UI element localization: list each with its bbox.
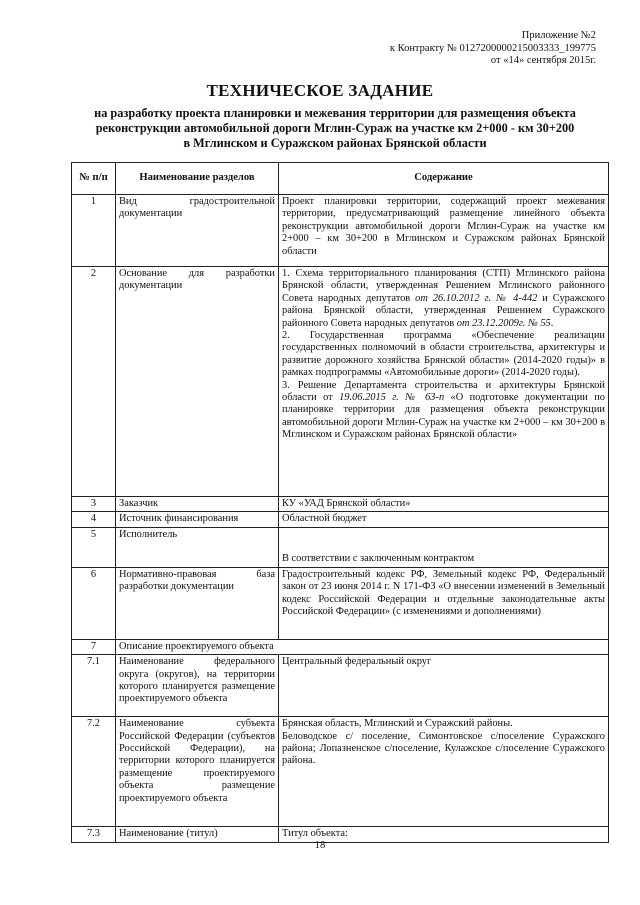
decision-reference: от 26.10.2012 г. № 4-442 — [415, 292, 538, 304]
header-content: Содержание — [279, 163, 609, 195]
row-name: Основание для разработки документации — [116, 267, 279, 497]
row-name: Вид градостроительной документации — [116, 195, 279, 267]
table-row — [72, 497, 609, 512]
row-name: Заказчик — [116, 497, 279, 512]
row-content: КУ «УАД Брянской области» — [279, 497, 609, 512]
document-subtitle — [70, 106, 600, 151]
decision-reference: от 23.12.2009г. № 55 — [456, 317, 551, 329]
row-content: Центральный федеральный округ — [279, 655, 609, 717]
row-content: Проект планировки территории, содержащий проект межевания территории, предусматривающий размещение линейного объекта реконструкции автомобильной дороги Мглин-Сураж на участке км 2+000 – км 30+200 в Мглинском и Суражском районах Брянской области — [279, 195, 609, 267]
section-heading: Описание проектируемого объекта — [116, 639, 609, 654]
table-row — [72, 567, 609, 639]
table-header-row — [72, 163, 609, 195]
row-num: 2 — [72, 267, 116, 497]
annex-line: к Контракту № 0127200000215003333_199775 — [389, 42, 596, 54]
annex-line: Приложение №2 — [521, 30, 596, 41]
row-name: Наименование (титул) — [116, 827, 279, 842]
table-row — [72, 717, 609, 827]
row-num: 1 — [72, 195, 116, 267]
content-paragraph: Брянская область, Мглинский и Суражский районы. — [282, 718, 513, 730]
row-content: В соответствии с заключенным контрактом — [279, 527, 609, 567]
row-num: 4 — [72, 512, 116, 527]
row-name: Наименование субъекта Российской Федерации (субъектов Российской Федерации), на территории которого планируется размещение проектируемого объекта размещение проектируемого объекта — [116, 717, 279, 827]
row-num: 7.3 — [72, 827, 116, 842]
row-name: Исполнитель — [116, 527, 279, 567]
document-title: ТЕХНИЧЕСКОЕ ЗАДАНИЕ — [206, 81, 434, 100]
subtitle-line: в Мглинском и Суражском районах Брянской области — [183, 136, 487, 150]
subtitle-line: на разработку проекта планировки и межевания территории для размещения объекта — [94, 106, 576, 120]
content-paragraph: 3. Решение Департамента строительства и архитектуры Брянской области от 19.06.2015 г. № 63-п «О подготовке документации по планировке территории для размещения объекта реконструкции автомобильной дороги Мглин-Сураж на участке км 2+000 – км 30+200 в Мглинском и Суражском районах Брянской области» — [282, 379, 605, 441]
subtitle-line: реконструкции автомобильной дороги Мглин-Сураж на участке км 2+000 - км 30+200 — [95, 121, 575, 135]
decision-reference: 19.06.2015 г. № 63-п — [339, 392, 445, 404]
content-paragraph: 1. Схема территориального планирования (СТП) Мглинского района Брянской области, утвержденная Решением Мглинского районного Совета народных депутатов от 26.10.2012 г. № 4-442 и Суражского района Брянской области, утвержденная Решением Суражского районного Совета народных депутатов от 23.12.2009г. № 55. — [282, 268, 605, 329]
content-paragraph: 2. Государственная программа «Обеспечение реализации государственных полномочий в области строительства, архитектуры и развитие дорожного хозяйства Брянской области» (2014-2020 годы)» в рамках подпрограммы «Автомобильные дороги» (2014-2020 годы). — [282, 330, 605, 379]
table-row — [72, 527, 609, 567]
row-content: Областной бюджет — [279, 512, 609, 527]
row-num: 7.2 — [72, 717, 116, 827]
table-row — [72, 655, 609, 717]
row-content: Титул объекта: — [279, 827, 609, 842]
page-number: 18 — [314, 840, 326, 851]
row-name: Наименование федерального округа (округов), на территории которого планируется размещение проектируемого объекта — [116, 655, 279, 717]
row-name: Источник финансирования — [116, 512, 279, 527]
row-content: Градостроительный кодекс РФ, Земельный кодекс РФ, Федеральный закон от 23 июня 2014 г. N 171-ФЗ «О внесении изменений в Земельный кодекс Российской Федерации и отдельные законодательные акты Российской Федерации» (с изменениями и дополнениями) — [279, 567, 609, 639]
annex-line: от «14» сентября 2015г. — [490, 55, 596, 66]
contract-annex-header — [390, 30, 596, 68]
row-num: 7 — [72, 639, 116, 654]
table-row — [72, 639, 609, 654]
row-num: 7.1 — [72, 655, 116, 717]
content-paragraph: Беловодское с/ поселение, Симонтовское с/поселение Суражского района; Лопазненское с/поселение, Кулажское с/поселение Суражского района. — [282, 730, 605, 767]
row-num: 6 — [72, 567, 116, 639]
row-num: 5 — [72, 527, 116, 567]
table-row — [72, 195, 609, 267]
row-content — [279, 717, 609, 827]
row-content — [279, 267, 609, 497]
header-name: Наименование разделов — [116, 163, 279, 195]
row-num: 3 — [72, 497, 116, 512]
header-num: № п/п — [72, 163, 116, 195]
row-name: Нормативно-правовая база разработки документации — [116, 567, 279, 639]
specification-table — [71, 162, 609, 843]
table-row — [72, 267, 609, 497]
table-row — [72, 512, 609, 527]
